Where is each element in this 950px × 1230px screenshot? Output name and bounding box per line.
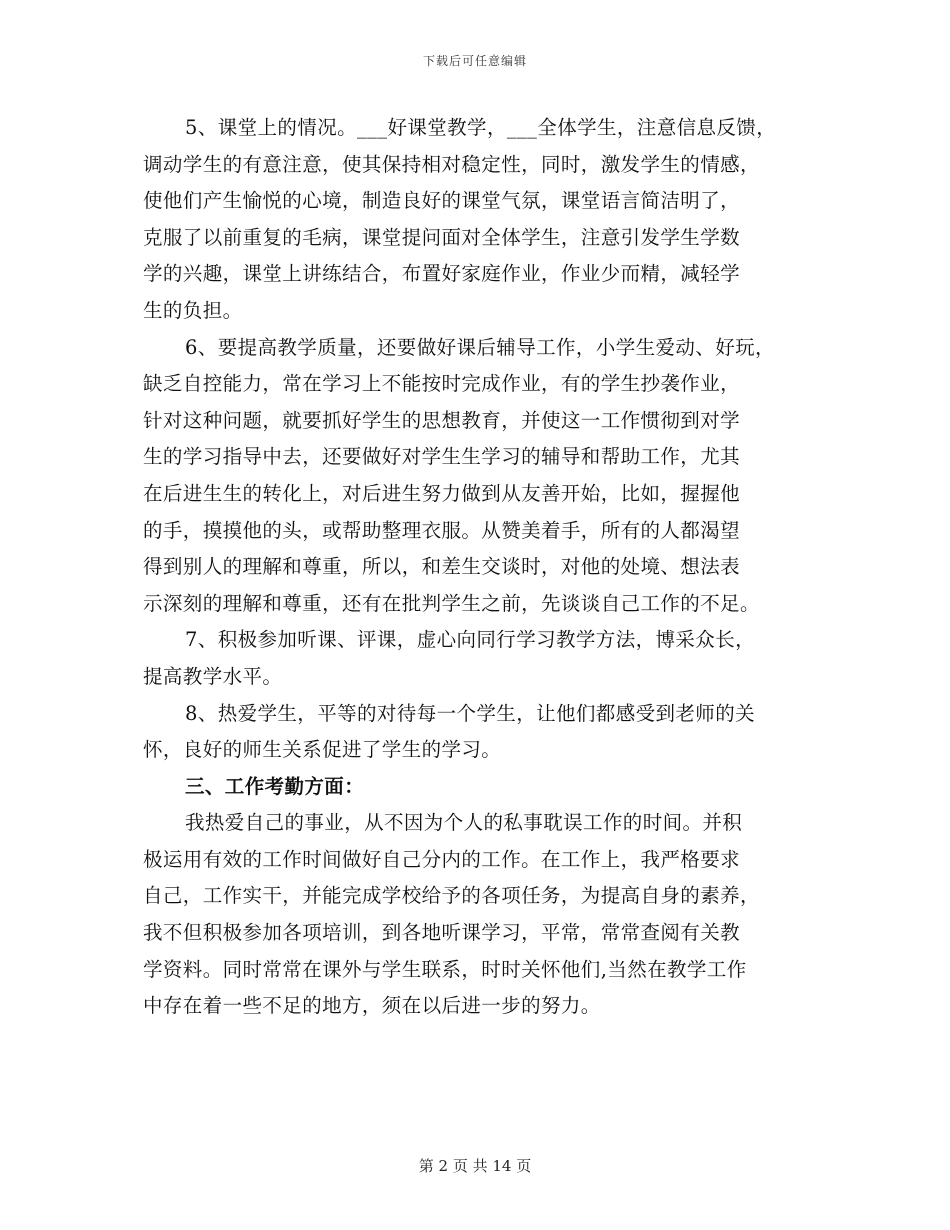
paragraph-line: 提高教学水平。 bbox=[143, 664, 283, 688]
document-body bbox=[143, 110, 823, 1025]
paragraph-line: 的手，摸摸他的头，或帮助整理衣服。从赞美着手，所有的人都渴望 bbox=[143, 518, 741, 542]
paragraph-line: 调动学生的有意注意，使其保持相对稳定性，同时，激发学生的情感， bbox=[143, 152, 760, 176]
paragraph-line: 7、积极参加听课、评课，虚心向同行学习教学方法，博采众长， bbox=[185, 628, 756, 652]
paragraph-line: 6、要提高教学质量，还要做好课后辅导工作，小学生爱动、好玩， bbox=[185, 335, 775, 359]
paragraph-line: 5、课堂上的情况。___好课堂教学，___全体学生，注意信息反馈， bbox=[185, 116, 777, 139]
paragraph-line: 极运用有效的工作时间做好自己分内的工作。在工作上，我严格要求 bbox=[143, 847, 741, 871]
paragraph-line: 怀，良好的师生关系促进了学生的学习。 bbox=[143, 738, 502, 762]
paragraph-line: 克服了以前重复的毛病，课堂提问面对全体学生，注意引发学生学数 bbox=[143, 225, 741, 249]
paragraph-line: 我热爱自己的事业，从不因为个人的私事耽误工作的时间。并积 bbox=[185, 811, 743, 835]
paragraph-line: 生的学习指导中去，还要做好对学生生学习的辅导和帮助工作，尤其 bbox=[143, 445, 741, 469]
paragraph-line: 针对这种问题，就要抓好学生的思想教育，并使这一工作惯彻到对学 bbox=[143, 408, 741, 432]
paragraph-line: 学资料。同时常常在课外与学生联系，时时关怀他们,当然在教学工作 bbox=[143, 957, 747, 981]
paragraph-line: 生的负担。 bbox=[143, 298, 243, 322]
paragraph-line: 在后进生生的转化上，对后进生努力做到从友善开始，比如，握握他 bbox=[143, 481, 741, 505]
paragraph-line: 中存在着一些不足的地方，须在以后进一步的努力。 bbox=[143, 994, 601, 1018]
paragraph-line: 得到别人的理解和尊重，所以，和差生交谈时，对他的处境、想法表 bbox=[143, 555, 741, 579]
paragraph-line: 学的兴趣，课堂上讲练结合，布置好家庭作业，作业少而精，减轻学 bbox=[143, 262, 741, 286]
paragraph-line: 我不但积极参加各项培训，到各地听课学习，平常，常常查阅有关教 bbox=[143, 921, 741, 945]
paragraph-line: 使他们产生愉悦的心境，制造良好的课堂气氛，课堂语言简洁明了， bbox=[143, 189, 741, 213]
paragraph-line: 8、热爱学生，平等的对待每一个学生，让他们都感受到老师的关 bbox=[185, 701, 756, 725]
paragraph-line: 示深刻的理解和尊重，还有在批判学生之前，先谈谈自己工作的不足。 bbox=[143, 591, 760, 615]
section-heading: 三、工作考勤方面： bbox=[185, 774, 365, 798]
page-header: 下载后可任意编辑 bbox=[422, 54, 527, 68]
page-number: 第 2 页 共 14 页 bbox=[418, 1157, 532, 1175]
paragraph-line: 缺乏自控能力，常在学习上不能按时完成作业，有的学生抄袭作业， bbox=[143, 372, 741, 396]
paragraph-line: 自己，工作实干，并能完成学校给予的各项任务，为提高自身的素养， bbox=[143, 884, 760, 908]
